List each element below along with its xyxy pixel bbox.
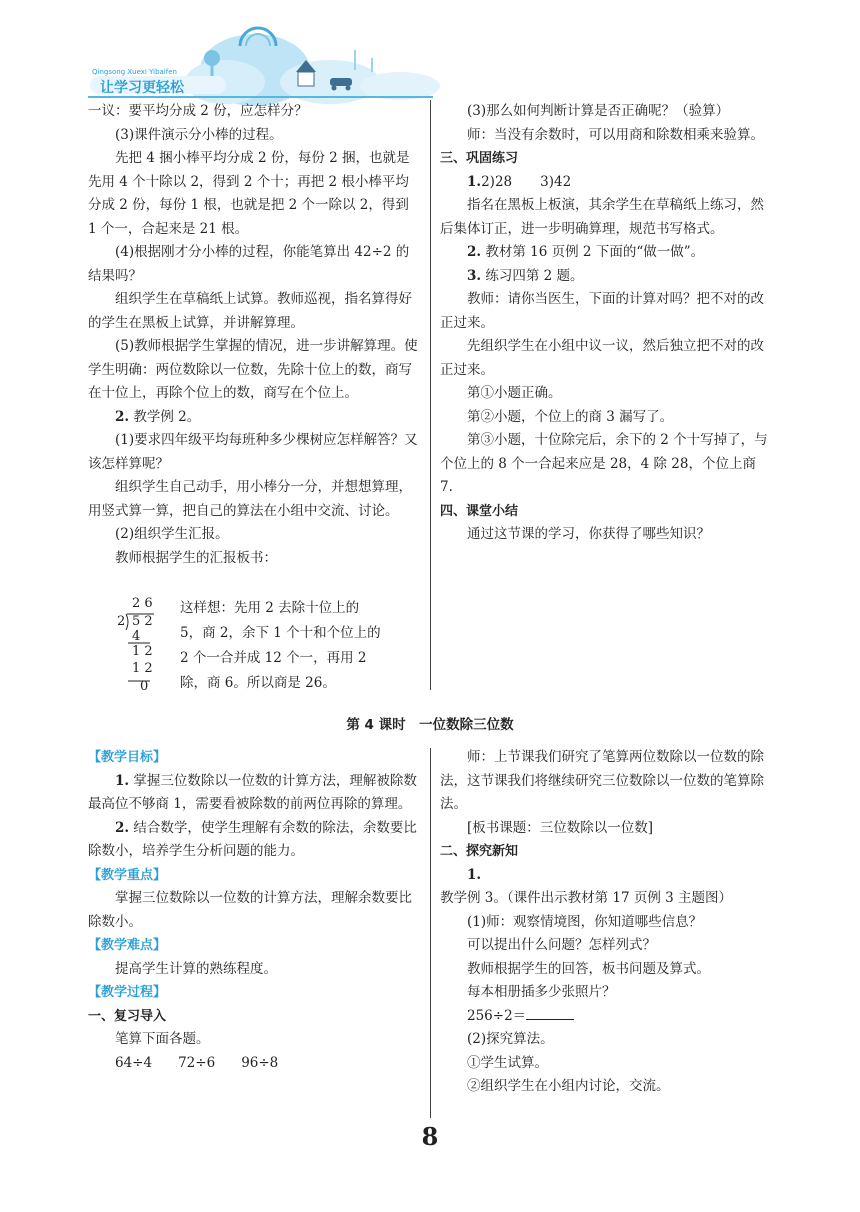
paragraph: 组织学生自己动手，用小棒分一分，并想想算理，用竖式算一算，把自己的算法在小组中交流、讨论。 — [88, 479, 412, 519]
paragraph: 每本相册插多少张照片？ — [467, 984, 616, 1000]
explain-line: 这样想：先用 2 去除十位上的 — [180, 600, 360, 616]
section-item — [88, 406, 420, 430]
paragraph: 组织学生在草稿纸上试算。教师巡视，指名算得好的学生在黑板上试算，并讲解算理。 — [88, 291, 412, 331]
exercise-row — [440, 171, 772, 195]
page-header — [0, 0, 860, 110]
paragraph: 一议：要平均分成 2 份，应怎样分？ — [88, 103, 308, 119]
explain-line: 除，商 6。所以商是 26。 — [180, 675, 336, 691]
paragraph: (3)那么如何判断计算是否正确呢？（验算） — [467, 103, 730, 119]
quotient: 2 6 — [132, 596, 153, 611]
final-remainder: 0 — [140, 679, 149, 694]
problem: 64÷4 — [115, 1054, 153, 1071]
paragraph: 第①小题正确。 — [467, 385, 562, 401]
step-product: 4 — [132, 629, 141, 644]
paragraph: ①学生试算。 — [467, 1054, 548, 1071]
paragraph: (4)根据刚才分小棒的过程，你能笔算出 42÷2 的结果吗？ — [88, 244, 410, 284]
board-title: [板书课题：三位数除以一位数] — [467, 819, 654, 836]
paragraph: 可以提出什么问题？怎样列式？ — [467, 937, 656, 953]
answer-blank — [526, 1005, 574, 1020]
section-heading: 四、课堂小结 — [440, 503, 519, 519]
paragraph: 笔算下面各题。 — [115, 1031, 210, 1047]
paragraph: (3)课件演示分小棒的过程。 — [115, 126, 283, 143]
item-number: 1. — [115, 772, 130, 789]
item-number: 1. — [467, 866, 482, 883]
brand-subtitle: Qingsong Xuexi Yibaifen — [92, 68, 177, 76]
item-number: 2. — [115, 408, 130, 425]
paragraph: 教师：请你当医生，下面的计算对吗？把不对的改正过来。 — [440, 291, 764, 331]
paragraph: 教师根据学生的回答，板书问题及算式。 — [467, 960, 710, 977]
equation-text: 256÷2＝ — [467, 1007, 527, 1024]
paragraph: ②组织学生在小组内讨论，交流。 — [467, 1078, 670, 1094]
equation — [440, 1005, 772, 1029]
item-number: 2. — [467, 244, 482, 260]
difficulty-tag: 【教学难点】 — [88, 938, 167, 953]
paragraph: (2)组织学生汇报。 — [115, 526, 229, 542]
paragraph: 通过这节课的学习，你获得了哪些知识？ — [467, 526, 710, 542]
paragraph: 第③小题，十位除完后，余下的 2 个十写掉了，与个位上的 8 个一合起来应是 28，4 除 28，个位上商 7. — [440, 432, 768, 495]
section-heading: 二、探究新知 — [440, 844, 519, 859]
objectives-tag: 【教学目标】 — [88, 750, 167, 765]
lesson-title: 第 4 课时 一位数除三位数 — [346, 717, 514, 733]
item-number: 3. — [467, 267, 482, 284]
exercise-b: 3)42 — [540, 173, 572, 190]
section-heading: 一、复习导入 — [88, 1008, 167, 1024]
bottom-left-column — [88, 746, 420, 1075]
paragraph: (1)要求四年级平均每班种多少棵树应怎样解答？又该怎样算呢？ — [88, 432, 418, 472]
item-text: 教学例 3。（课件出示教材第 17 页例 3 主题图） — [440, 890, 733, 906]
section-item — [440, 265, 772, 289]
paragraph: (1)师：观察情境图，你知道哪些信息？ — [467, 913, 703, 930]
item-number: 2. — [115, 819, 130, 836]
bottom-right-column — [440, 746, 772, 1099]
item-number: 1. — [467, 173, 482, 190]
explain-line: 5，商 2，余下 1 个十和个位上的 — [180, 625, 381, 641]
page-number: 8 — [421, 1122, 439, 1151]
paragraph: 师：上节课我们研究了笔算两位数除以一位数的除法，这节课我们将继续研究三位数除以一位数的笔算除法。 — [440, 749, 764, 812]
long-division — [100, 596, 170, 696]
item-text: 练习四第 2 题。 — [481, 267, 584, 284]
section-item — [440, 864, 772, 911]
process-tag: 【教学过程】 — [88, 985, 167, 1000]
section-item — [88, 770, 420, 817]
review-problems — [88, 1052, 420, 1076]
paragraph: 先把 4 捆小棒平均分成 2 份，每份 2 捆，也就是先用 4 个十除以 2，得到 2 个十；再把 2 根小棒平均分成 2 份，每份 1 根，也就是把 2 个一除以 2，得到 1 个一，合起来是 21 根。 — [88, 150, 410, 237]
key-points-tag: 【教学重点】 — [88, 867, 167, 883]
section-item — [88, 817, 420, 864]
section-heading: 三、巩固练习 — [440, 151, 519, 166]
step-remainder: 1 2 — [132, 644, 153, 659]
paragraph: (5)教师根据学生掌握的情况，进一步讲解算理。使学生明确：两位数除以一位数，先除十位上的数，商写在十位上，再除个位上的数，商写在个位上。 — [88, 338, 418, 401]
item-text: 教学例 2。 — [129, 408, 201, 425]
top-right-column — [440, 100, 772, 547]
paragraph: (2)探究算法。 — [467, 1031, 554, 1047]
paragraph: 指名在黑板上板演，其余学生在草稿纸上练习，然后集体订正，进一步明确算理，规范书写格式。 — [440, 197, 764, 237]
header-rule — [88, 96, 433, 98]
column-divider — [430, 100, 431, 690]
explain-line: 2 个一合并成 12 个一，再用 2 — [180, 650, 367, 666]
exercise-a: 2)28 — [481, 173, 513, 190]
paragraph: 先组织学生在小组中议一议，然后独立把不对的改正过来。 — [440, 338, 764, 378]
division-explanation — [180, 596, 400, 696]
item-text: 教材第 16 页例 2 下面的“做一做”。 — [481, 244, 705, 260]
paragraph: 提高学生计算的熟练程度。 — [115, 960, 277, 977]
item-text: 结合数学，使学生理解有余数的除法，余数要比除数小，培养学生分析问题的能力。 — [88, 819, 417, 859]
column-divider — [430, 748, 431, 1118]
paragraph: 掌握三位数除以一位数的计算方法，理解余数要比除数小。 — [88, 890, 412, 930]
top-left-column — [88, 100, 420, 570]
problem: 96÷8 — [241, 1054, 279, 1071]
problem: 72÷6 — [178, 1054, 216, 1071]
paragraph: 教师根据学生的汇报板书： — [115, 549, 277, 566]
section-item — [440, 241, 772, 265]
step-product: 1 2 — [132, 661, 153, 676]
item-text: 掌握三位数除以一位数的计算方法，理解被除数最高位不够商 1，需要看被除数的前两位再除的算理。 — [88, 772, 417, 812]
dividend: 5 2 — [132, 614, 153, 629]
paragraph: 第②小题，个位上的商 3 漏写了。 — [467, 408, 674, 425]
divisor: 2 — [117, 614, 126, 629]
brand-logo-text: 让学习更轻松 — [100, 80, 184, 96]
paragraph: 师：当没有余数时，可以用商和除数相乘来验算。 — [467, 126, 764, 143]
